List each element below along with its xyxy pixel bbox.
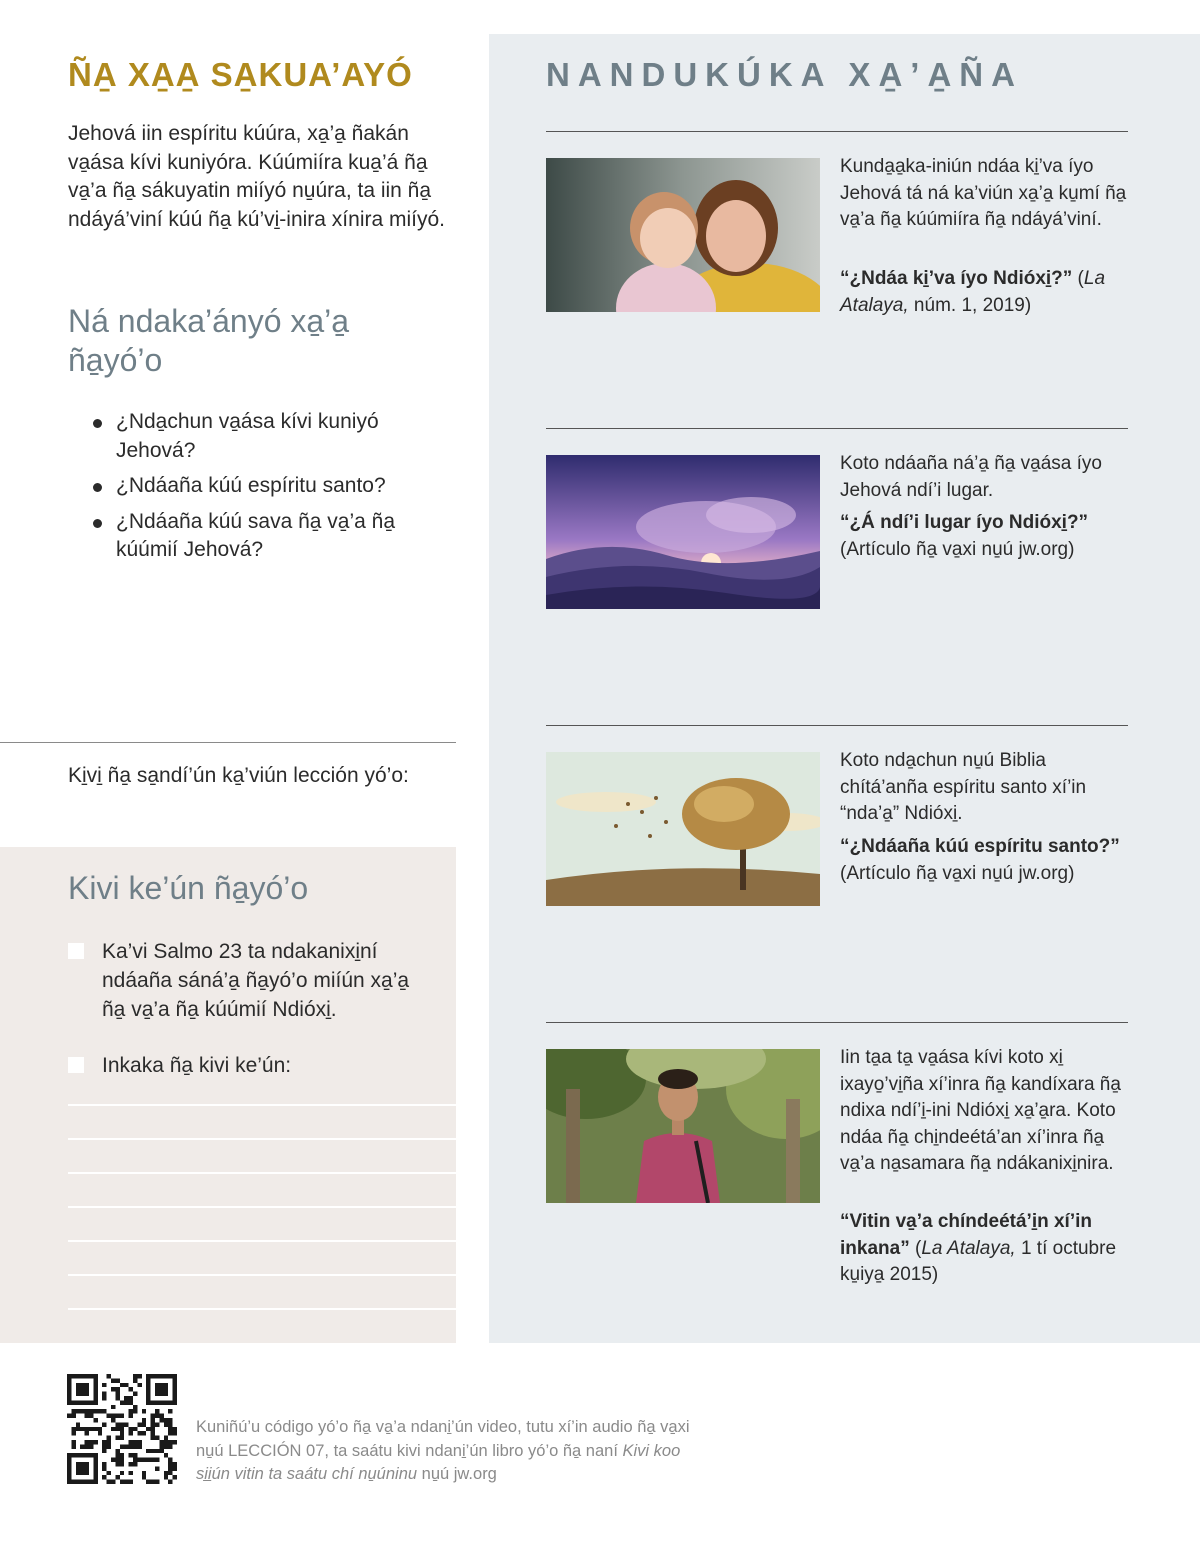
footer-text-end: nu̱ú jw.org [417,1465,497,1483]
explore-divider [546,428,1128,429]
explore-reference-link[interactable] [840,834,1130,887]
reference-publication: La Atalaya, [921,1237,1016,1259]
reference-title: “¿Á ndí’i lugar íyo Ndióxi̱?” [840,512,1089,533]
sunrise-mountains-photo[interactable] [546,455,820,609]
summary-heading: ÑA̱ XA̱A̱ SA̱KUA’AYÓ [68,56,413,93]
completion-date-prompt: Ki̱vi̱ ña̱ sa̱ndí’ún ka̱’viún lección yó’o: [68,764,409,787]
explore-description: Iin ta̱a ta̱ va̱ása kívi koto xi̱ ixayo̱’vi̱ña xí’inra ña̱ kandíxara ña̱ ndixa ndí’i̱-ini Ndióxi̱ xa̱’a̱ra. Koto ndáa ña̱ chi̱ndeétá’an xí’inra ña̱ va̱’a na̱samara ña̱ ndákanixi̱nira. [840,1047,1121,1174]
goal-label: Inkaka ña̱ kivi ke’ún: [102,1054,292,1077]
reference-issue: núm. 1, 2019) [908,294,1032,316]
goal-checkbox-item[interactable] [68,1051,428,1080]
summary-paragraph: Jehová iin espíritu kúúra, xa̱’a̱ ñakán va̱ása kívi kuniyóra. Kúúmiíra kua̱’á ña̱ va̱’a ña̱ sákuyatin miíyó nu̱úra, ta iin ña̱ ndáyá’viní kúú ña̱ kú’vi̱-inira xínira miíyó. [68,122,445,231]
writing-line[interactable] [68,1274,456,1276]
explore-description: Koto ndáaña ná’a̱ ña̱ va̱ása íyo Jehová ndí’i lugar. [840,453,1102,501]
qr-code[interactable] [67,1374,177,1484]
goal-checkbox-item[interactable] [68,937,428,1024]
reference-source: (Artículo ña̱ va̱xi nu̱ú jw.org) [840,538,1075,560]
reference-title: “¿Ndáa ki̱’va íyo Ndióxi̱?” [840,268,1073,289]
reference-source: (Artículo ña̱ va̱xi nu̱ú jw.org) [840,862,1075,884]
explore-divider [546,725,1128,726]
review-question: ¿Nda̱chun va̱ása kívi kuniyó Jehová? [88,408,448,465]
explore-heading: NANDUKÚKA XA̱’A̱ÑA [546,56,1023,93]
writing-line[interactable] [68,1308,456,1310]
goal-label: Ka’vi Salmo 23 ta ndakanixi̱ní ndáaña sáná’a̱ ña̱yó’o miíún xa̱’a̱ ña̱ va̱’a ña̱ kúúmií Ndióxi̱. [102,940,410,1021]
explore-divider [546,1022,1128,1023]
reference-title: “¿Ndáaña kúú espíritu santo?” [840,836,1120,857]
section-divider [0,742,456,743]
goal-checkbox[interactable] [68,1057,84,1073]
tree-wind-illustration[interactable] [546,752,820,906]
review-questions [88,408,448,572]
reference-publication: La Atalaya, [840,268,1106,316]
explore-reference-link[interactable] [840,510,1130,563]
explore-divider [546,131,1128,132]
writing-line[interactable] [68,1240,456,1242]
reference-issue: 1 tí octubre ku̱iya̱ 2015) [840,1237,1117,1285]
review-heading: Ná ndaka’ányó xa̱’a̱ ña̱yó’o [68,303,350,378]
explore-description: Kunda̱a̱ka-iniún ndáa ki̱’va íyo Jehová tá ná ka’viún xa̱’a̱ ku̱mí ña̱ va̱’a ña̱ kúúmiíra ña̱ ndáyá’viní. [840,156,1127,230]
explore-description: Koto nda̱chun nu̱ú Biblia chítá’anña espíritu santo xí’in “nda’a̱” Ndióxi̱. [840,750,1087,824]
writing-line[interactable] [68,1138,456,1140]
goals-panel [0,847,456,1343]
footer-note [196,1416,716,1487]
review-question: ¿Ndáaña kúú sava ña̱ va̱’a ña̱ kúúmií Jehová? [88,508,448,565]
goal-checkbox[interactable] [68,943,84,959]
mother-child-photo[interactable] [546,158,820,312]
reference-title: “Vitin va̱’a chíndeétá’i̱n xí’in inkana” [840,1211,1093,1259]
explore-reference-link[interactable] [840,266,1130,319]
footer-text-start: Kuniñú’u código yó’o ña̱ va̱’a ndani̱’ún video, tutu xí’in audio ña̱ va̱xi nu̱ú LECCIÓN 07, ta saátu kivi ndani̱’ún libro yó’o ña̱ naní [196,1418,690,1460]
writing-line[interactable] [68,1206,456,1208]
goals-heading: Kivi ke’ún ña̱yó’o [68,870,309,906]
footer-book-title: Kivi koo si̱i̱ún vitin ta saátu chí nu̱úninu [196,1441,681,1483]
writing-line[interactable] [68,1172,456,1174]
explore-reference-link[interactable] [840,1209,1130,1289]
review-question: ¿Ndáaña kúú espíritu santo? [88,472,448,501]
reference-source: ( [1072,268,1084,289]
man-outdoors-photo[interactable] [546,1049,820,1203]
reference-source: ( [909,1237,922,1259]
writing-line[interactable] [68,1104,456,1106]
